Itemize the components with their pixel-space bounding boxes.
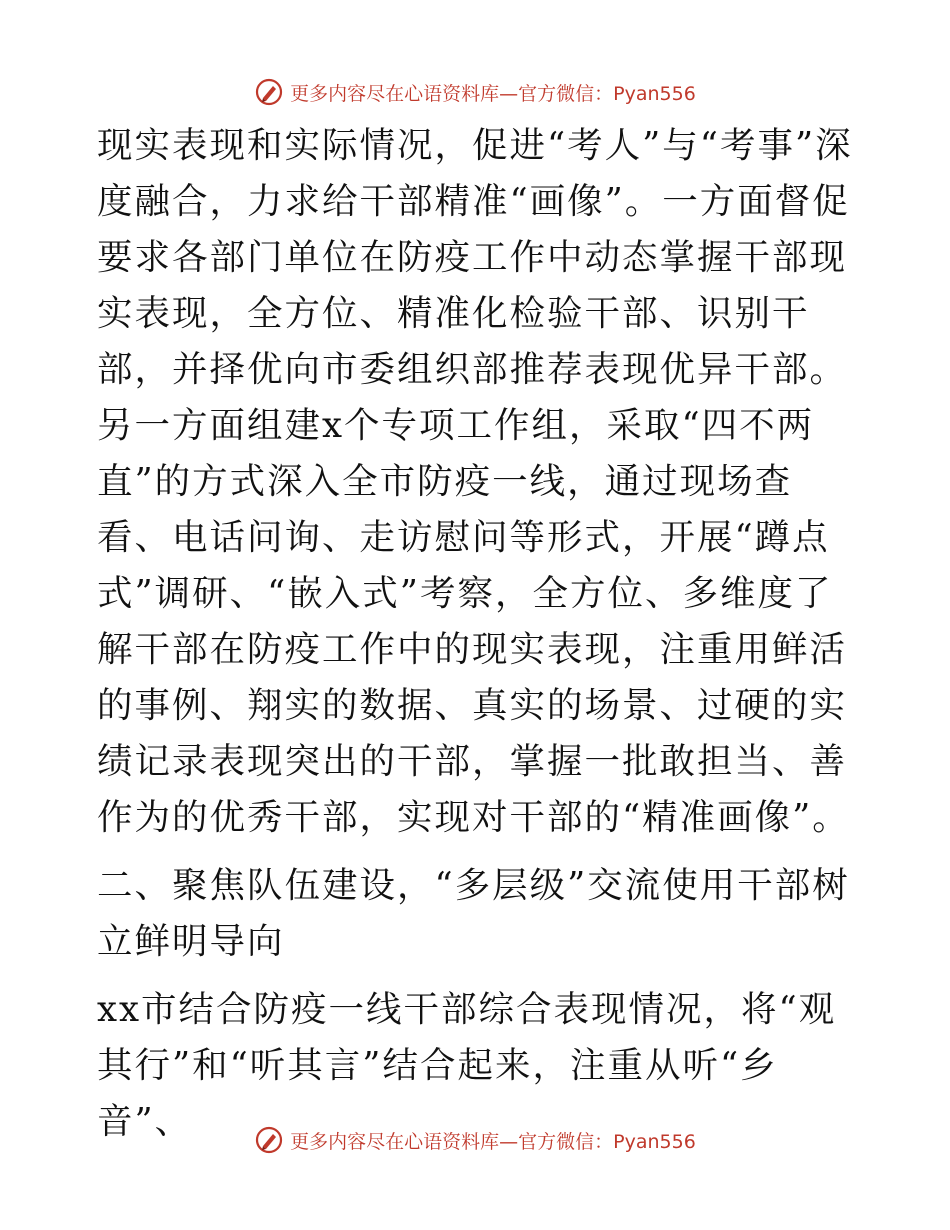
watermark-text: 更多内容尽在心语资料库—官方微信：Pyan556 xyxy=(290,82,696,105)
pen-circle-logo-icon xyxy=(254,1125,284,1155)
pen-circle-logo-icon xyxy=(254,77,284,107)
watermark-footer xyxy=(0,1120,950,1160)
paragraph-2: xx市结合防疫一线干部综合表现情况，将“观其行”和“听其言”结合起来，注重从听“乡音”、 xyxy=(97,989,837,1142)
watermark-text: 更多内容尽在心语资料库—官方微信：Pyan556 xyxy=(290,1130,696,1153)
paragraph-1: 现实表现和实际情况，促进“考人”与“考事”深度融合，力求给干部精准“画像”。一方面督促要求各部门单位在防疫工作中动态掌握干部现实表现，全方位、精准化检验干部、识别干部，并择优向市委组织部推荐表现优异干部。另一方面组建x个专项工作组，采取“四不两直”的方式深入全市防疫一线，通过现场查看、电话问询、走访慰问等形式，开展“蹲点式”调研、“嵌入式”考察，全方位、多维度了解干部在防疫工作中的现实表现，注重用鲜活的事例、翔实的数据、真实的场景、过硬的实绩记录表现突出的干部，掌握一批敢担当、善作为的优秀干部，实现对干部的“精准画像”。 xyxy=(97,125,853,838)
document-body xyxy=(97,118,857,1150)
watermark-header xyxy=(0,72,950,112)
section-heading: 二、聚焦队伍建设，“多层级”交流使用干部树立鲜明导向 xyxy=(97,865,850,962)
